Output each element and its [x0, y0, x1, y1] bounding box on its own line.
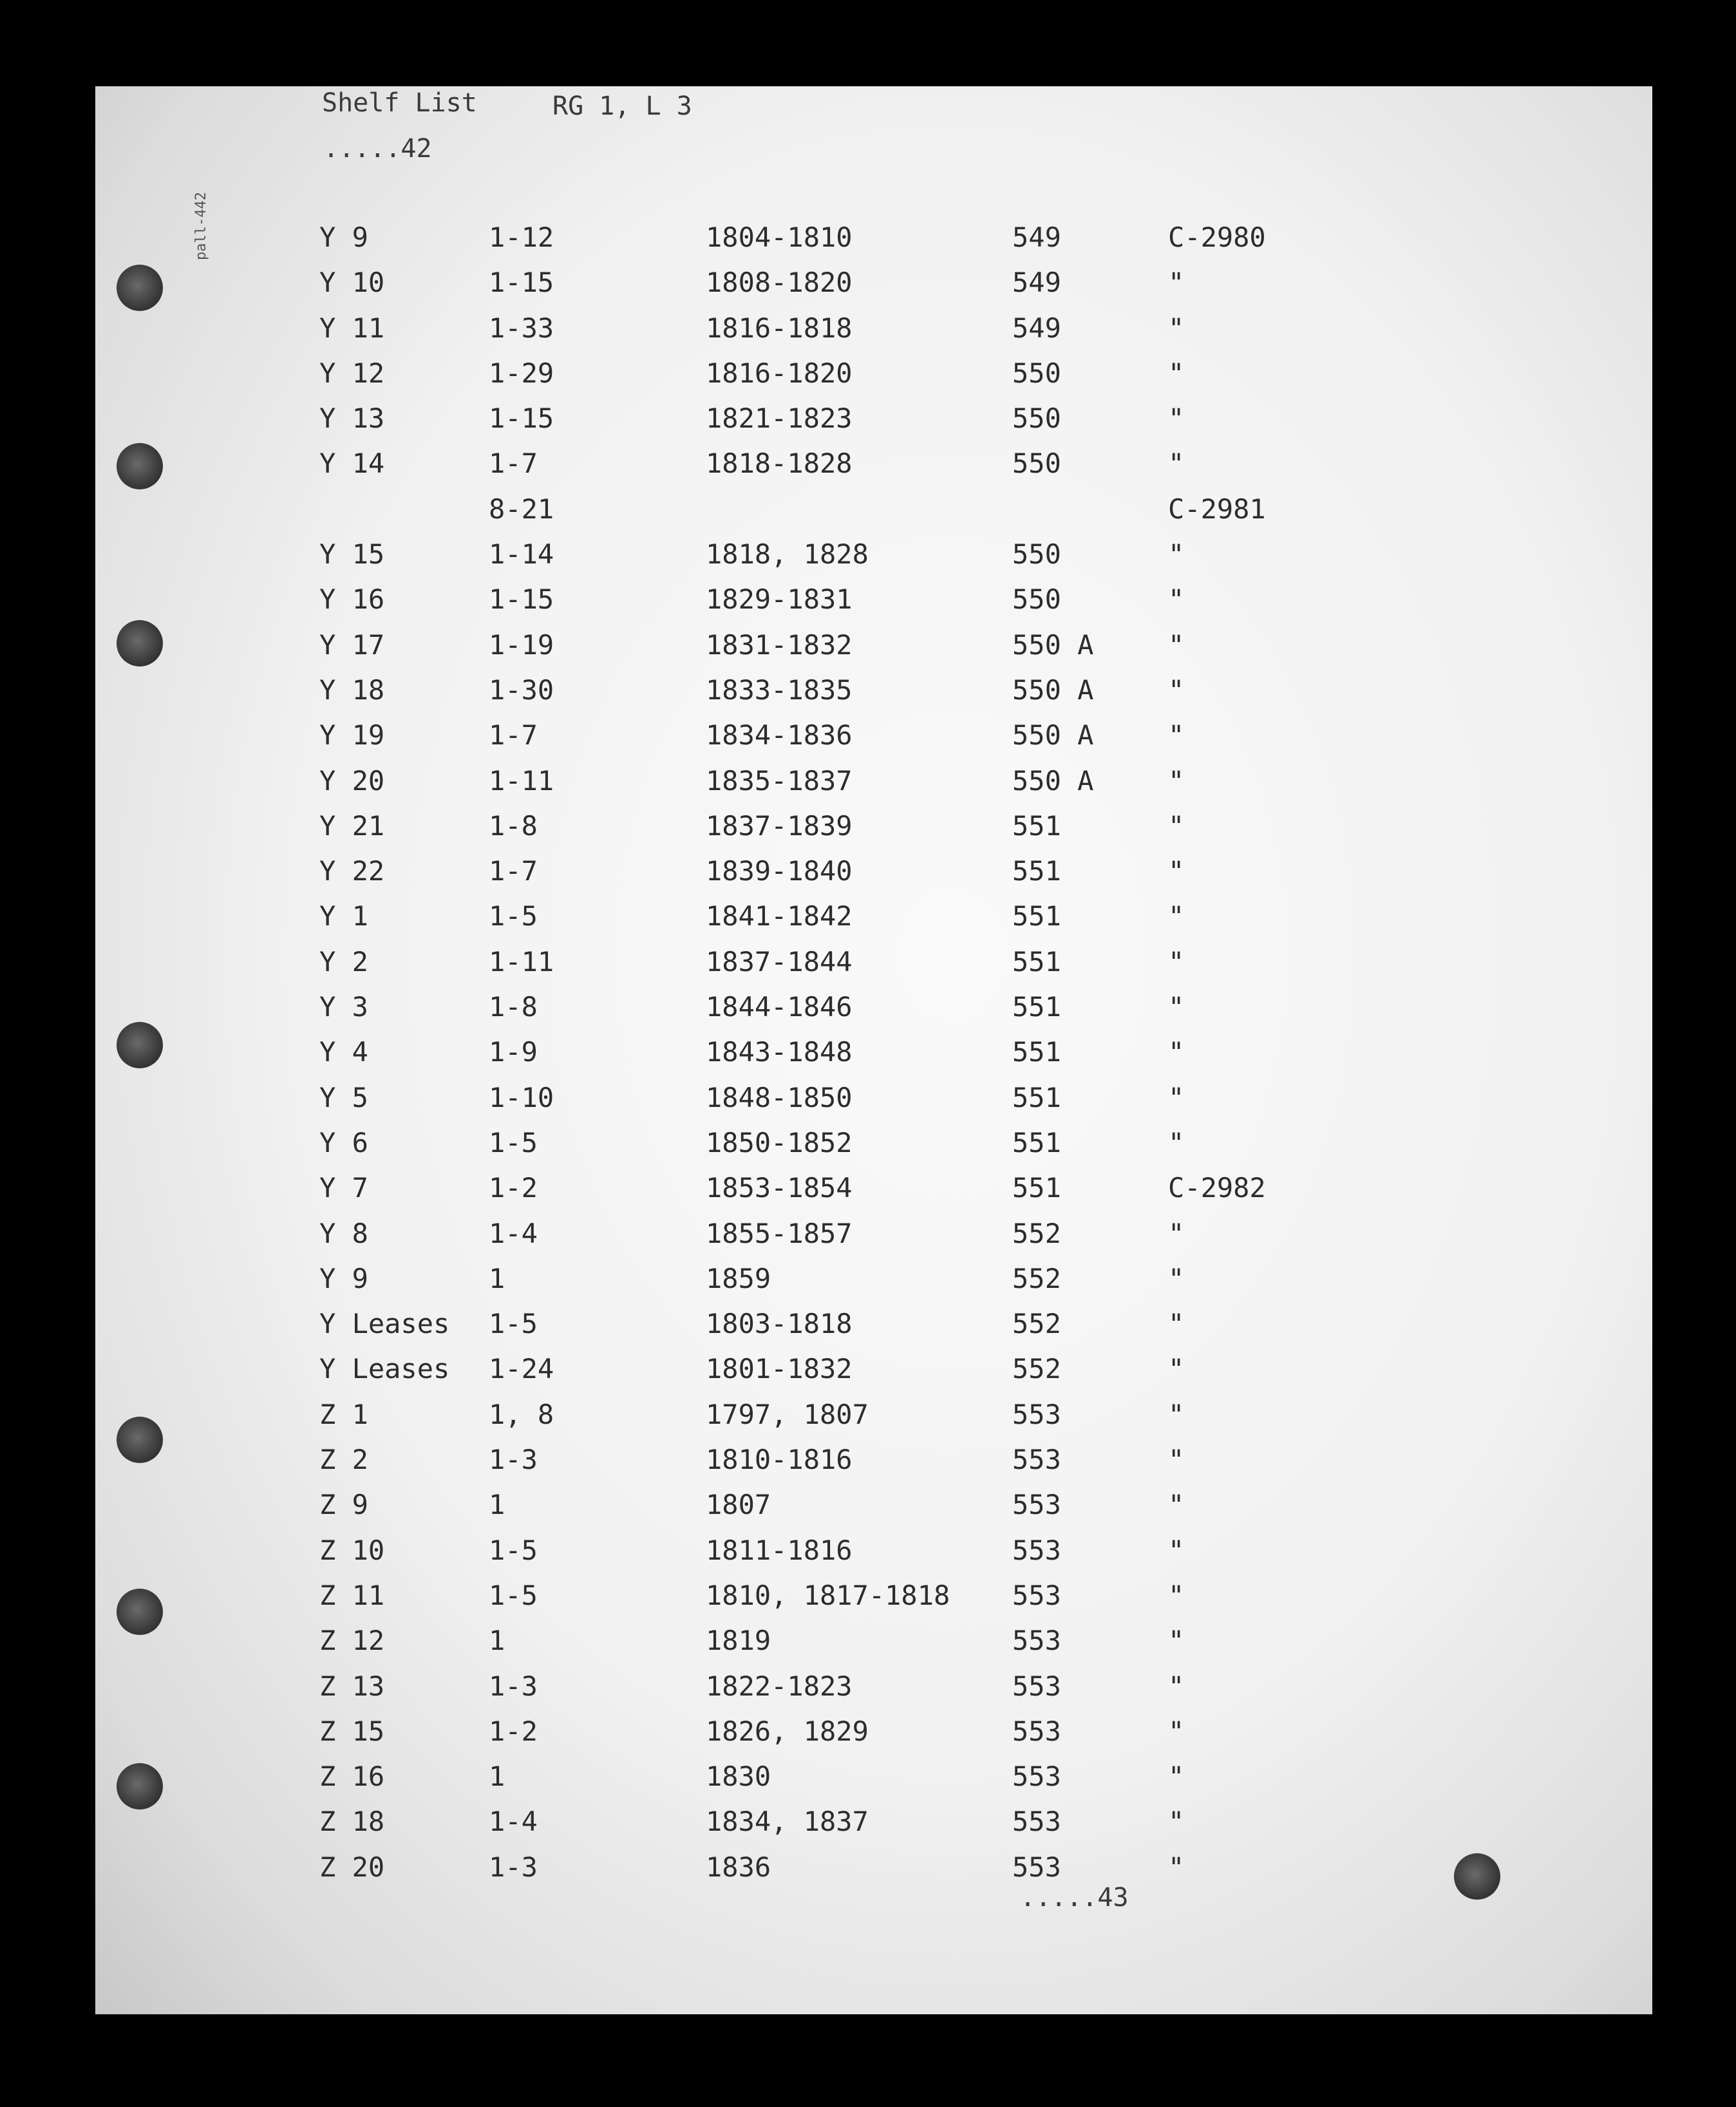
date-range-cell: 1808-1820	[706, 267, 853, 299]
reference-cell: "	[1168, 267, 1185, 299]
box-number-cell: 550 A	[1012, 628, 1094, 661]
series-id-cell: Y 11	[319, 312, 385, 344]
reference-cell: "	[1168, 1398, 1185, 1430]
series-id-cell: Z 1	[319, 1398, 368, 1430]
box-number-cell: 551	[1012, 855, 1061, 887]
series-id-cell: Y 12	[319, 357, 385, 389]
folder-range-cell: 1-4	[489, 1806, 538, 1838]
series-id-cell: Y 7	[319, 1172, 368, 1204]
date-range-cell: 1834, 1837	[706, 1806, 869, 1838]
folder-range-cell: 1-15	[489, 267, 554, 299]
folder-range-cell: 1-10	[489, 1081, 554, 1113]
margin-note: pall-442	[193, 192, 209, 260]
box-number-cell: 550 A	[1012, 674, 1094, 706]
date-range-cell: 1807	[706, 1489, 771, 1521]
date-range-cell: 1844-1846	[706, 991, 853, 1023]
date-range-cell: 1830	[706, 1761, 771, 1793]
folder-range-cell: 1-8	[489, 809, 538, 842]
footer-continued-to: .....43	[1020, 1883, 1129, 1913]
series-id-cell: Y 6	[319, 1126, 368, 1158]
series-id-cell: Z 16	[319, 1761, 385, 1793]
reference-cell: "	[1168, 991, 1185, 1023]
folder-range-cell: 1-24	[489, 1353, 554, 1385]
date-range-cell: 1819	[706, 1625, 771, 1657]
box-number-cell: 553	[1012, 1806, 1061, 1838]
series-id-cell: Y 3	[319, 991, 368, 1023]
folder-range-cell: 1-15	[489, 583, 554, 616]
series-id-cell: Z 2	[319, 1444, 368, 1476]
box-number-cell: 552	[1012, 1353, 1061, 1385]
folder-range-cell: 1-7	[489, 719, 538, 751]
date-range-cell: 1811-1816	[706, 1534, 853, 1566]
folder-range-cell: 1-5	[489, 1579, 538, 1611]
date-range-cell: 1855-1857	[706, 1217, 853, 1249]
punch-hole-3	[117, 620, 163, 666]
date-range-cell: 1841-1842	[706, 900, 853, 932]
box-number-cell: 550 A	[1012, 719, 1094, 751]
folder-range-cell: 1-14	[489, 538, 554, 571]
folder-range-cell: 1-5	[489, 1534, 538, 1566]
header-continued-from: .....42	[323, 134, 432, 164]
box-number-cell: 550	[1012, 538, 1061, 571]
reference-cell: "	[1168, 719, 1185, 751]
date-range-cell: 1834-1836	[706, 719, 853, 751]
date-range-cell: 1829-1831	[706, 583, 853, 616]
reference-cell: C-2981	[1168, 493, 1266, 525]
date-range-cell: 1848-1850	[706, 1081, 853, 1113]
series-id-cell: Y Leases	[319, 1308, 450, 1340]
reference-cell: "	[1168, 1353, 1185, 1385]
folder-range-cell: 1-3	[489, 1444, 538, 1476]
series-id-cell: Y Leases	[319, 1353, 450, 1385]
box-number-cell: 551	[1012, 1172, 1061, 1204]
date-range-cell: 1821-1823	[706, 402, 853, 435]
box-number-cell: 552	[1012, 1217, 1061, 1249]
date-range-cell: 1837-1839	[706, 809, 853, 842]
series-id-cell: Z 13	[319, 1670, 385, 1702]
reference-cell: "	[1168, 900, 1185, 932]
date-range-cell: 1843-1848	[706, 1036, 853, 1068]
box-number-cell: 549	[1012, 267, 1061, 299]
folder-range-cell: 1-19	[489, 628, 554, 661]
series-id-cell: Z 20	[319, 1851, 385, 1883]
reference-cell: "	[1168, 1670, 1185, 1702]
box-number-cell: 550 A	[1012, 764, 1094, 797]
punch-hole-5	[117, 1417, 163, 1463]
header-title: Shelf List	[322, 88, 477, 118]
box-number-cell: 553	[1012, 1579, 1061, 1611]
date-range-cell: 1859	[706, 1262, 771, 1294]
box-number-cell: 551	[1012, 809, 1061, 842]
reference-cell: "	[1168, 945, 1185, 978]
reference-cell: "	[1168, 1308, 1185, 1340]
date-range-cell: 1818-1828	[706, 448, 853, 480]
series-id-cell: Y 21	[319, 809, 385, 842]
reference-cell: "	[1168, 1217, 1185, 1249]
box-number-cell: 553	[1012, 1489, 1061, 1521]
folder-range-cell: 1-12	[489, 222, 554, 253]
date-range-cell: 1839-1840	[706, 855, 853, 887]
folder-range-cell: 1	[489, 1262, 505, 1294]
reference-cell: "	[1168, 1262, 1185, 1294]
series-id-cell: Z 9	[319, 1489, 368, 1521]
folder-range-cell: 1-5	[489, 1126, 538, 1158]
date-range-cell: 1810-1816	[706, 1444, 853, 1476]
box-number-cell: 550	[1012, 583, 1061, 616]
punch-hole-7	[117, 1763, 163, 1809]
box-number-cell: 553	[1012, 1398, 1061, 1430]
date-range-cell: 1803-1818	[706, 1308, 853, 1340]
date-range-cell: 1826, 1829	[706, 1715, 869, 1747]
series-id-cell: Y 10	[319, 267, 385, 299]
series-id-cell: Y 8	[319, 1217, 368, 1249]
folder-range-cell: 1-3	[489, 1851, 538, 1883]
series-id-cell: Y 22	[319, 855, 385, 887]
date-range-cell: 1835-1837	[706, 764, 853, 797]
series-id-cell: Y 5	[319, 1081, 368, 1113]
folder-range-cell: 1-8	[489, 991, 538, 1023]
reference-cell: "	[1168, 1625, 1185, 1657]
box-number-cell: 553	[1012, 1625, 1061, 1657]
box-number-cell: 552	[1012, 1308, 1061, 1340]
folder-range-cell: 1-5	[489, 1308, 538, 1340]
series-id-cell: Y 4	[319, 1036, 368, 1068]
box-number-cell: 553	[1012, 1761, 1061, 1793]
box-number-cell: 551	[1012, 1036, 1061, 1068]
box-number-cell: 552	[1012, 1262, 1061, 1294]
folder-range-cell: 1-29	[489, 357, 554, 389]
date-range-cell: 1831-1832	[706, 628, 853, 661]
folder-range-cell: 1-11	[489, 945, 554, 978]
punch-hole-8	[1454, 1853, 1500, 1900]
reference-cell: "	[1168, 448, 1185, 480]
box-number-cell: 549	[1012, 222, 1061, 253]
folder-range-cell: 1-30	[489, 674, 554, 706]
reference-cell: "	[1168, 357, 1185, 389]
date-range-cell: 1797, 1807	[706, 1398, 869, 1430]
series-id-cell: Y 15	[319, 538, 385, 571]
date-range-cell: 1822-1823	[706, 1670, 853, 1702]
punch-hole-4	[117, 1022, 163, 1068]
reference-cell: "	[1168, 855, 1185, 887]
reference-cell: "	[1168, 1126, 1185, 1158]
reference-cell: "	[1168, 1579, 1185, 1611]
series-id-cell: Z 15	[319, 1715, 385, 1747]
folder-range-cell: 1-2	[489, 1172, 538, 1204]
date-range-cell: 1804-1810	[706, 222, 853, 253]
folder-range-cell: 1-15	[489, 402, 554, 435]
folder-range-cell: 1-3	[489, 1670, 538, 1702]
date-range-cell: 1810, 1817-1818	[706, 1579, 950, 1611]
date-range-cell: 1837-1844	[706, 945, 853, 978]
series-id-cell: Y 2	[319, 945, 368, 978]
box-number-cell: 550	[1012, 448, 1061, 480]
date-range-cell: 1850-1852	[706, 1126, 853, 1158]
series-id-cell: Z 12	[319, 1625, 385, 1657]
folder-range-cell: 1	[489, 1489, 505, 1521]
box-number-cell: 549	[1012, 312, 1061, 344]
punch-hole-6	[117, 1589, 163, 1635]
date-range-cell: 1816-1818	[706, 312, 853, 344]
reference-cell: "	[1168, 1444, 1185, 1476]
series-id-cell: Z 11	[319, 1579, 385, 1611]
folder-range-cell: 1-33	[489, 312, 554, 344]
reference-cell: "	[1168, 1715, 1185, 1747]
box-number-cell: 551	[1012, 991, 1061, 1023]
series-id-cell: Y 16	[319, 583, 385, 616]
folder-range-cell: 1	[489, 1761, 505, 1793]
folder-range-cell: 1-9	[489, 1036, 538, 1068]
date-range-cell: 1801-1832	[706, 1353, 853, 1385]
date-range-cell: 1836	[706, 1851, 771, 1883]
punch-hole-1	[117, 265, 163, 311]
date-range-cell: 1853-1854	[706, 1172, 853, 1204]
series-id-cell: Y 18	[319, 674, 385, 706]
box-number-cell: 553	[1012, 1444, 1061, 1476]
reference-cell: "	[1168, 1036, 1185, 1068]
series-id-cell: Y 14	[319, 448, 385, 480]
series-id-cell: Y 13	[319, 402, 385, 435]
reference-cell: "	[1168, 1851, 1185, 1883]
series-id-cell: Y 1	[319, 900, 368, 932]
box-number-cell: 551	[1012, 900, 1061, 932]
date-range-cell: 1816-1820	[706, 357, 853, 389]
box-number-cell: 553	[1012, 1534, 1061, 1566]
reference-cell: "	[1168, 1081, 1185, 1113]
series-id-cell: Y 17	[319, 628, 385, 661]
reference-cell: "	[1168, 674, 1185, 706]
box-number-cell: 550	[1012, 402, 1061, 435]
reference-cell: "	[1168, 402, 1185, 435]
reference-cell: "	[1168, 583, 1185, 616]
reference-cell: "	[1168, 1489, 1185, 1521]
box-number-cell: 551	[1012, 1126, 1061, 1158]
folder-range-cell: 1, 8	[489, 1398, 554, 1430]
folder-range-cell: 1-4	[489, 1217, 538, 1249]
series-id-cell: Z 18	[319, 1806, 385, 1838]
reference-cell: "	[1168, 312, 1185, 344]
box-number-cell: 553	[1012, 1670, 1061, 1702]
box-number-cell: 553	[1012, 1851, 1061, 1883]
box-number-cell: 551	[1012, 1081, 1061, 1113]
header-record-group: RG 1, L 3	[552, 91, 692, 121]
folder-range-cell: 1-7	[489, 855, 538, 887]
folder-range-cell: 1-5	[489, 900, 538, 932]
series-id-cell: Z 10	[319, 1534, 385, 1566]
reference-cell: "	[1168, 1534, 1185, 1566]
reference-cell: C-2980	[1168, 222, 1266, 253]
date-range-cell: 1818, 1828	[706, 538, 869, 571]
box-number-cell: 553	[1012, 1715, 1061, 1747]
folder-range-cell: 8-21	[489, 493, 554, 525]
series-id-cell: Y 9	[319, 222, 368, 253]
date-range-cell: 1833-1835	[706, 674, 853, 706]
reference-cell: "	[1168, 1806, 1185, 1838]
reference-cell: "	[1168, 538, 1185, 571]
reference-cell: "	[1168, 809, 1185, 842]
punch-hole-2	[117, 443, 163, 489]
series-id-cell: Y 9	[319, 1262, 368, 1294]
series-id-cell: Y 19	[319, 719, 385, 751]
folder-range-cell: 1	[489, 1625, 505, 1657]
folder-range-cell: 1-11	[489, 764, 554, 797]
reference-cell: "	[1168, 628, 1185, 661]
folder-range-cell: 1-7	[489, 448, 538, 480]
box-number-cell: 551	[1012, 945, 1061, 978]
series-id-cell: Y 20	[319, 764, 385, 797]
folder-range-cell: 1-2	[489, 1715, 538, 1747]
reference-cell: "	[1168, 764, 1185, 797]
reference-cell: C-2982	[1168, 1172, 1266, 1204]
box-number-cell: 550	[1012, 357, 1061, 389]
reference-cell: "	[1168, 1761, 1185, 1793]
